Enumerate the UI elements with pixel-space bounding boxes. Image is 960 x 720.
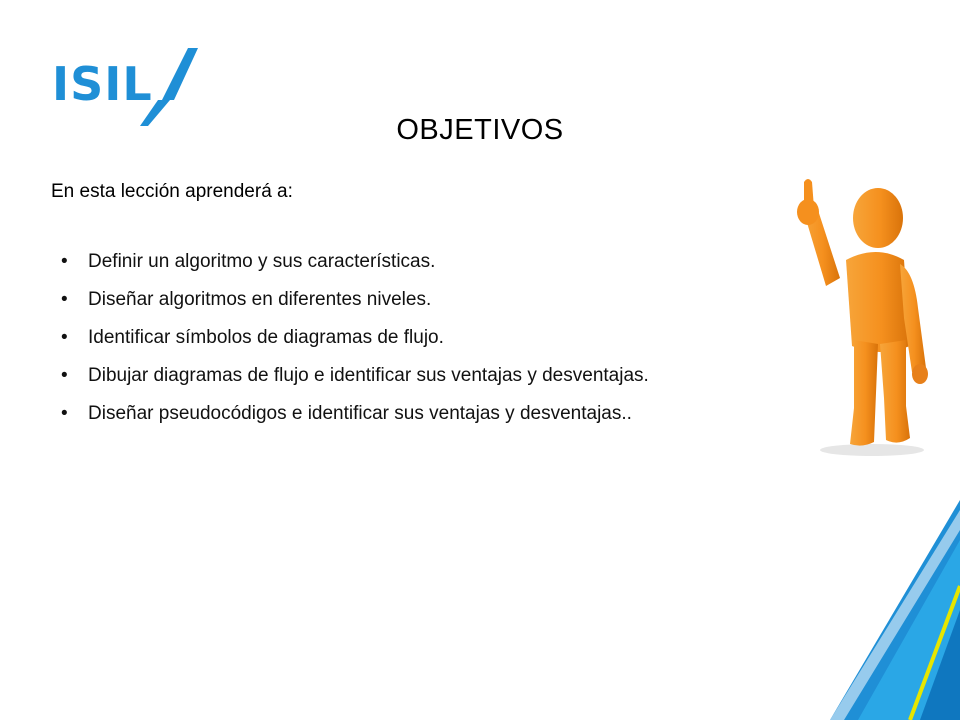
list-item-text: Definir un algoritmo y sus características. [88, 251, 436, 272]
pointing-person-icon [780, 168, 960, 468]
bullet-icon: • [61, 327, 68, 348]
bullet-icon: • [61, 365, 68, 386]
bullet-icon: • [61, 251, 68, 272]
intro-text: En esta lección aprenderá a: [51, 181, 293, 202]
bullet-icon: • [61, 289, 68, 310]
list-item-text: Identificar símbolos de diagramas de flujo. [88, 327, 444, 348]
corner-stripes-decoration [810, 500, 960, 720]
list-item-text: Diseñar algoritmos en diferentes niveles. [88, 289, 432, 310]
slide-title: OBJETIVOS [396, 114, 564, 146]
logo-wordmark: ISIL [52, 57, 153, 111]
list-item-text: Dibujar diagramas de flujo e identificar sus ventajas y desventajas. [88, 365, 649, 386]
list-item-text: Diseñar pseudocódigos e identificar sus ventajas y desventajas.. [88, 403, 632, 424]
bullet-icon: • [61, 403, 68, 424]
